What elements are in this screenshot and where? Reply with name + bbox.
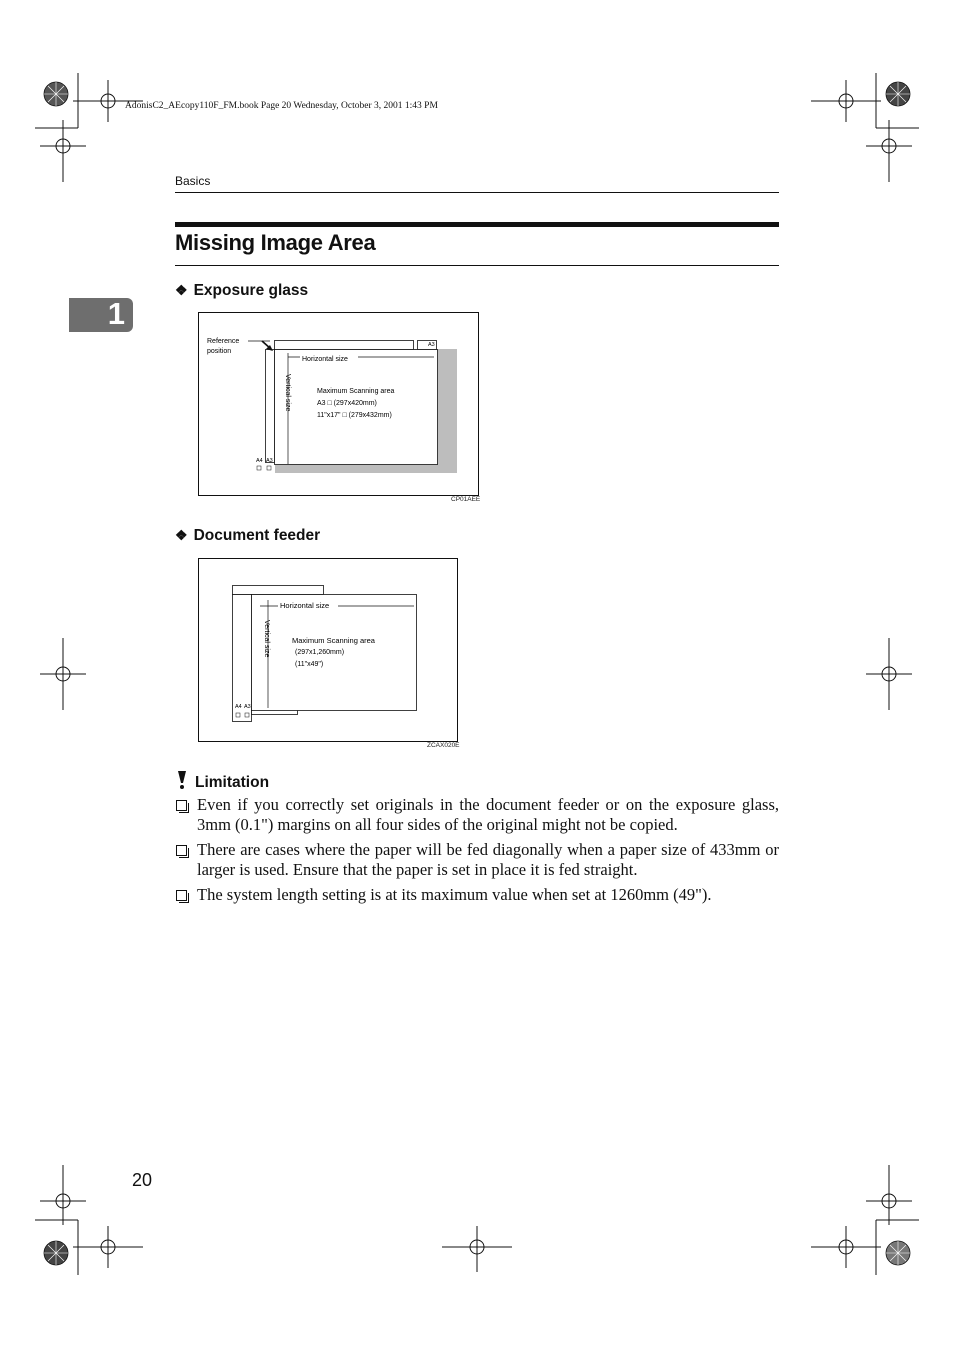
exposure-glass-heading-text: Exposure glass	[193, 282, 309, 299]
reference-position-label-2: position	[207, 348, 232, 355]
chapter-number: 1	[107, 296, 125, 331]
a3-label: A3	[244, 704, 251, 710]
a4-label: A4	[256, 458, 263, 464]
header-rule	[175, 192, 779, 193]
max-scanning-area-metric: (297x1,260mm)	[295, 649, 345, 656]
limitation-list	[175, 795, 779, 910]
title-top-rule	[175, 222, 779, 227]
vertical-size-label: Vertical size	[263, 620, 270, 658]
exposure-glass-diagram	[198, 312, 480, 497]
limitation-heading-text: Limitation	[195, 774, 270, 791]
checkbox-bullet-icon	[176, 845, 187, 856]
checkbox-bullet-icon	[176, 890, 187, 901]
exclamation-icon	[175, 770, 189, 790]
document-feeder-figure-code: ZCAX020E	[427, 742, 460, 749]
document-feeder-heading	[175, 527, 320, 545]
max-scanning-area-inch: (11"x49")	[295, 661, 324, 668]
list-item	[175, 840, 779, 880]
limitation-heading	[175, 770, 269, 792]
max-scanning-area-a3: A3 □ (297x420mm)	[317, 400, 377, 407]
max-scanning-area-title: Maximum Scanning area	[317, 388, 395, 395]
page-number: 20	[132, 1170, 153, 1190]
document-feeder-heading-text: Document feeder	[193, 527, 321, 544]
document-feeder-diagram	[198, 558, 458, 743]
a4-label: A4	[235, 704, 242, 710]
exposure-glass-figure-code: CP01AEE	[451, 496, 481, 503]
list-item-text: There are cases where the paper will be fed diagonally when a paper size of 433mm or larger is used. Ensure that the paper is set in place it is fed straight.	[197, 840, 779, 879]
section-label: Basics	[175, 174, 211, 188]
checkbox-bullet-icon	[176, 800, 187, 811]
reference-position-label-1: Reference	[207, 338, 240, 345]
a3-top-label: A3	[428, 342, 435, 348]
vertical-size-label: Vertical size	[284, 374, 291, 412]
a3-bottom-label: A3	[266, 458, 273, 464]
list-item-text: Even if you correctly set originals in the document feeder or on the exposure glass, 3mm (0.1") margins on all four sides of the original might not be copied.	[197, 795, 779, 834]
diamond-bullet-icon: ❖	[175, 282, 188, 298]
diamond-bullet-icon: ❖	[175, 527, 188, 543]
horizontal-size-label: Horizontal size	[302, 356, 348, 363]
book-slug-line: AdonisC2_AEcopy110F_FM.book Page 20 Wednesday, October 3, 2001 1:43 PM	[125, 101, 438, 111]
chapter-tab	[69, 298, 133, 332]
page-title: Missing Image Area	[175, 230, 376, 255]
list-item	[175, 795, 779, 835]
horizontal-size-label: Horizontal size	[280, 601, 330, 610]
list-item	[175, 885, 779, 905]
max-scanning-area-11x17: 11"x17" □ (279x432mm)	[317, 412, 392, 419]
title-bottom-rule	[175, 265, 779, 266]
exposure-glass-heading	[175, 282, 308, 300]
max-scanning-area-title: Maximum Scanning area	[292, 636, 375, 645]
list-item-text: The system length setting is at its maximum value when set at 1260mm (49").	[197, 885, 712, 904]
